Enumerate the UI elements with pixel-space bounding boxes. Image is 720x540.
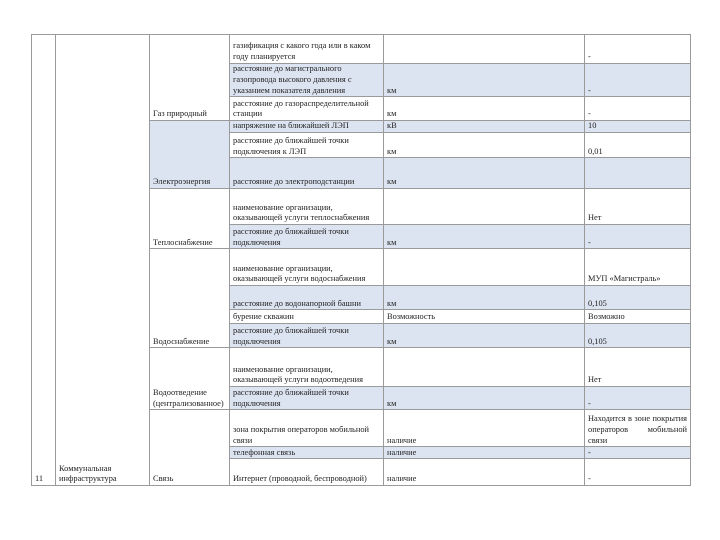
group-name: Водоотведение (централизованное) <box>153 388 224 408</box>
unit-cell <box>384 410 585 447</box>
unit-cell <box>384 158 585 189</box>
param-cell <box>230 410 384 447</box>
value-text: Возможно <box>588 312 625 322</box>
value-text: 0,105 <box>588 298 607 308</box>
value-text: - <box>588 85 591 95</box>
value-cell <box>585 120 691 132</box>
value-cell <box>585 348 691 387</box>
param-cell <box>230 348 384 387</box>
value-text: Находится в зоне покрытия операторов мобильной связи <box>588 414 687 445</box>
param-cell <box>230 224 384 248</box>
group-sewerage <box>150 348 230 410</box>
unit-cell <box>384 189 585 225</box>
value-cell <box>585 285 691 309</box>
param-text: напряжение на ближайшей ЛЭП <box>233 121 349 131</box>
value-cell <box>585 132 691 158</box>
param-text: расстояние до ближайшей точки подключения <box>233 388 349 408</box>
param-cell <box>230 97 384 120</box>
param-cell <box>230 285 384 309</box>
value-text: 0,105 <box>588 336 607 346</box>
group-water-supply <box>150 249 230 348</box>
param-text: бурение скважин <box>233 312 294 322</box>
value-text: Нет <box>588 375 602 385</box>
param-cell <box>230 249 384 286</box>
param-cell <box>230 310 384 323</box>
unit-text: км <box>387 85 397 95</box>
param-text: телефонная связь <box>233 447 296 457</box>
unit-text: км <box>387 109 397 119</box>
param-cell <box>230 459 384 486</box>
param-text: наименование организации, оказывающей услуги теплоснабжения <box>233 202 370 223</box>
unit-cell <box>384 249 585 286</box>
value-cell <box>585 310 691 323</box>
unit-text: км <box>387 336 397 346</box>
unit-text: км <box>387 298 397 308</box>
value-cell <box>585 224 691 248</box>
section-cell <box>56 35 150 486</box>
unit-cell <box>384 35 585 64</box>
param-text: Интернет (проводной, беспроводной) <box>233 474 367 484</box>
param-text: наименование организации, оказывающей услуги водоотведения <box>233 364 363 385</box>
value-text: 0,01 <box>588 146 603 156</box>
unit-cell <box>384 323 585 347</box>
param-text: наименование организации, оказывающей услуги водоснабжения <box>233 263 366 284</box>
row-number-cell <box>32 35 56 486</box>
group-heating <box>150 189 230 249</box>
unit-cell <box>384 285 585 309</box>
param-cell <box>230 132 384 158</box>
value-cell <box>585 249 691 286</box>
unit-text: наличие <box>387 435 417 445</box>
unit-text: Возможность <box>387 312 436 322</box>
param-text: расстояние до ближайшей точки подключения <box>233 227 349 247</box>
value-text: 10 <box>588 121 597 131</box>
unit-cell <box>384 63 585 97</box>
param-cell <box>230 323 384 347</box>
unit-cell <box>384 224 585 248</box>
param-text: расстояние до магистрального газопровода высокого давления с указанием показателя давления <box>233 64 352 95</box>
section-title: Коммунальная инфраструктура <box>59 463 117 484</box>
param-cell <box>230 189 384 225</box>
param-text: расстояние до ближайшей точки подключения к ЛЭП <box>233 136 349 156</box>
param-cell <box>230 63 384 97</box>
value-text: - <box>588 109 591 119</box>
value-cell <box>585 410 691 447</box>
value-cell <box>585 97 691 120</box>
param-cell <box>230 447 384 459</box>
param-cell <box>230 158 384 189</box>
group-gas <box>150 35 230 121</box>
unit-cell <box>384 132 585 158</box>
value-text: МУП «Магистраль» <box>588 274 661 284</box>
value-cell <box>585 35 691 64</box>
unit-text: км <box>387 177 397 187</box>
unit-cell <box>384 459 585 486</box>
unit-cell <box>384 386 585 409</box>
param-text: расстояние до ближайшей точки подключения <box>233 325 349 346</box>
value-text: - <box>588 237 591 247</box>
group-name: Газ природный <box>153 109 207 119</box>
group-communications <box>150 410 230 486</box>
param-cell <box>230 120 384 132</box>
group-electricity <box>150 120 230 188</box>
unit-text: наличие <box>387 474 417 484</box>
param-text: зона покрытия операторов мобильной связи <box>233 424 369 445</box>
value-cell <box>585 447 691 459</box>
group-name: Связь <box>153 474 174 484</box>
param-text: газификация с какого года или в каком году планируется <box>233 41 371 61</box>
value-cell <box>585 158 691 189</box>
unit-text: км <box>387 146 397 156</box>
param-text: расстояние до водонапорной башни <box>233 298 361 308</box>
row-number: 11 <box>35 474 44 484</box>
param-text: расстояние до газораспределительной станции <box>233 98 369 119</box>
group-name: Водоснабжение <box>153 336 210 346</box>
unit-cell <box>384 310 585 323</box>
value-cell <box>585 459 691 486</box>
infrastructure-table <box>31 34 691 486</box>
param-cell <box>230 386 384 409</box>
value-text: - <box>588 474 591 484</box>
param-cell <box>230 35 384 64</box>
unit-cell <box>384 120 585 132</box>
value-text: - <box>588 51 591 61</box>
unit-cell <box>384 97 585 120</box>
param-text: расстояние до электроподстанции <box>233 177 355 187</box>
value-text: - <box>588 398 591 408</box>
unit-text: кВ <box>387 121 397 131</box>
group-name: Теплоснабжение <box>153 237 213 247</box>
value-cell <box>585 323 691 347</box>
unit-cell <box>384 447 585 459</box>
unit-text: км <box>387 237 397 247</box>
unit-text: наличие <box>387 447 417 457</box>
value-cell <box>585 63 691 97</box>
value-cell <box>585 189 691 225</box>
unit-text: км <box>387 398 397 408</box>
value-text: - <box>588 447 591 457</box>
group-name: Электроэнергия <box>153 177 211 187</box>
value-text: Нет <box>588 213 602 223</box>
value-cell <box>585 386 691 409</box>
unit-cell <box>384 348 585 387</box>
